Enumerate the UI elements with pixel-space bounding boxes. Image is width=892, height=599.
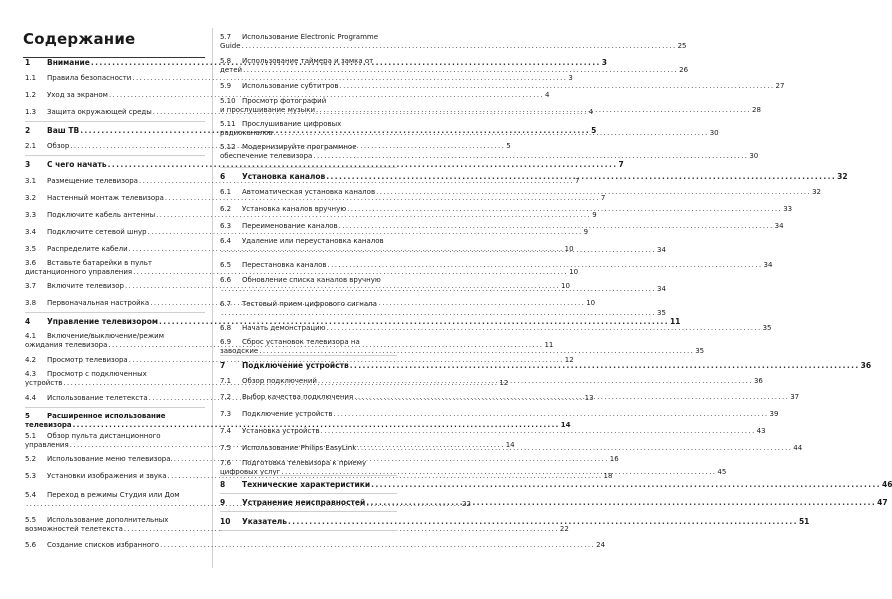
toc-entry[interactable]	[220, 33, 687, 51]
toc-subsection[interactable]	[220, 120, 719, 138]
toc-number: 7.1	[220, 377, 232, 385]
toc-entry[interactable]	[220, 188, 822, 197]
toc-number: 6.4	[220, 237, 232, 245]
section-separator	[220, 530, 397, 531]
toc-number: 5.1	[25, 432, 37, 440]
toc-leader	[321, 427, 756, 436]
toc-number: 6.2	[220, 205, 232, 213]
toc-title: Первоначальная настройка	[47, 299, 150, 307]
toc-title: Начать демонстрацию	[242, 324, 326, 332]
toc-title: Подготовка телевизора к приему	[242, 459, 367, 467]
toc-title: Подключение устройств	[242, 361, 349, 370]
toc-number: 5.10	[220, 97, 236, 105]
toc-title-continued: обеспечение телевизора	[220, 152, 313, 160]
toc-title-continued: управления	[25, 441, 69, 449]
toc-title-line	[220, 97, 397, 106]
toc-title: Подключите кабель антенны	[47, 211, 156, 219]
toc-subsection[interactable]	[220, 222, 784, 231]
toc-title: Устранение неисправностей	[242, 498, 366, 507]
toc-page: 27	[775, 82, 785, 90]
toc-number: 5.8	[220, 57, 232, 65]
toc-section[interactable]	[25, 317, 681, 326]
toc-leader	[313, 152, 748, 161]
toc-subsection[interactable]	[220, 188, 822, 197]
toc-number: 5.11	[220, 120, 236, 128]
toc-entry[interactable]	[25, 160, 624, 169]
toc-number: 5.2	[25, 455, 37, 463]
toc-page: 30	[709, 129, 719, 137]
toc-page: 34	[774, 222, 784, 230]
toc-title-line	[25, 491, 205, 500]
toc-title: Установка устройств	[242, 427, 320, 435]
toc-number: 6.3	[220, 222, 232, 230]
toc-page: 46	[881, 480, 892, 489]
toc-page: 9	[583, 228, 589, 236]
toc-number: 9	[220, 498, 226, 507]
toc-title-continued: Guide	[220, 42, 241, 50]
section-separator	[25, 155, 205, 156]
toc-title: Включите телевизор	[47, 282, 124, 290]
section-separator	[220, 493, 397, 494]
toc-title-line	[25, 370, 205, 379]
toc-title: Переименование каналов	[242, 222, 338, 230]
toc-section[interactable]	[220, 172, 848, 181]
toc-title: Выбор качества подключения	[242, 393, 354, 401]
toc-subsection[interactable]	[220, 427, 766, 436]
toc-page: 32	[812, 188, 822, 196]
toc-page: 9	[592, 211, 597, 219]
toc-title-line	[220, 300, 397, 309]
toc-title-continued: и прослушивание музыки	[220, 106, 316, 114]
toc-title-line	[220, 66, 689, 75]
toc-page: 36	[860, 361, 872, 370]
toc-page: 28	[752, 106, 761, 114]
toc-page: 33	[783, 205, 793, 213]
toc-subsection[interactable]	[25, 194, 606, 203]
toc-title-line	[220, 152, 759, 161]
toc-title: Установка каналов	[242, 172, 326, 181]
toc-title: Просмотр фотографий	[242, 97, 327, 105]
toc-title-continued: возможностей телетекста	[25, 525, 123, 533]
toc-number: 5.4	[25, 491, 37, 499]
toc-page: 7	[574, 177, 580, 185]
toc-entry[interactable]	[220, 324, 772, 333]
toc-number: 6.5	[220, 261, 232, 269]
toc-page: 35	[657, 309, 666, 317]
toc-entry[interactable]	[220, 480, 892, 489]
toc-page: 30	[749, 152, 759, 160]
toc-title: Просмотр телевизора	[47, 356, 128, 364]
toc-title-continued: дистанционного управления	[25, 268, 133, 276]
toc-number: 6.7	[220, 300, 232, 308]
toc-title-continued: телевизора	[25, 421, 72, 429]
toc-number: 8	[220, 480, 226, 489]
toc-title-continued: детей	[220, 66, 243, 74]
toc-title-line	[220, 338, 397, 347]
toc-number: 5	[25, 412, 30, 420]
toc-title: Подключите сетевой шнур	[47, 228, 147, 236]
toc-entry[interactable]	[25, 194, 606, 203]
toc-entry[interactable]	[25, 74, 573, 83]
toc-title: Использование субтитров	[242, 82, 339, 90]
toc-number: 3.2	[25, 194, 37, 202]
toc-subsection[interactable]	[25, 245, 574, 254]
toc-page: 11	[669, 317, 681, 326]
toc-title-line	[220, 237, 397, 246]
toc-title: Уход за экраном	[47, 91, 108, 99]
toc-subsection[interactable]	[220, 261, 773, 270]
toc-page: 51	[798, 517, 810, 526]
toc-section[interactable]	[220, 361, 872, 370]
toc-title: Защита окружающей среды	[47, 108, 152, 116]
toc-number: 7.4	[220, 427, 232, 435]
toc-title: Обзор пульта дистанционного	[47, 432, 161, 440]
toc-entry[interactable]	[220, 517, 810, 526]
toc-title: Прослушивание цифровых	[242, 120, 342, 128]
toc-subsection[interactable]	[25, 541, 606, 550]
toc-page: 24	[596, 541, 606, 549]
toc-page: 4	[544, 91, 550, 99]
toc-leader	[221, 285, 656, 294]
toc-number: 5.7	[220, 33, 232, 41]
toc-title: Использование телетекста	[47, 394, 148, 402]
toc-title: Включение/выключение/режим	[47, 332, 164, 340]
toc-entry[interactable]	[220, 427, 766, 436]
toc-title: Настенный монтаж телевизора	[47, 194, 164, 202]
toc-leader	[327, 324, 762, 333]
toc-number: 5.12	[220, 143, 236, 151]
section-separator	[25, 407, 205, 408]
toc-leader	[340, 82, 775, 91]
toc-leader	[371, 480, 881, 489]
section-separator	[220, 511, 397, 512]
toc-title-line	[25, 525, 569, 534]
toc-leader	[339, 222, 774, 231]
toc-page: 3	[568, 74, 573, 82]
section-separator	[220, 167, 397, 168]
toc-title-line	[220, 309, 666, 318]
toc-title: Технические характеристики	[242, 480, 371, 489]
toc-entry[interactable]	[25, 211, 597, 220]
toc-title: Указатель	[242, 517, 288, 526]
toc-number: 6.1	[220, 188, 232, 196]
toc-section[interactable]	[220, 517, 810, 526]
toc-number: 4.2	[25, 356, 37, 364]
toc-page: 14	[505, 441, 515, 449]
toc-entry[interactable]	[220, 261, 773, 270]
toc-title: Использование дополнительных	[47, 516, 169, 524]
toc-entry[interactable]	[220, 120, 719, 138]
toc-number: 1.2	[25, 91, 37, 99]
toc-title-line	[220, 106, 761, 115]
toc-page: 22	[559, 525, 569, 533]
toc-title: С чего начать	[47, 160, 107, 169]
toc-title: Модернизируйте программное	[242, 143, 357, 151]
toc-title-line	[220, 459, 397, 468]
toc-page: 37	[790, 393, 800, 401]
toc-leader	[333, 410, 768, 419]
toc-title: Создание списков избранного	[47, 541, 160, 549]
toc-entry[interactable]	[25, 356, 574, 365]
toc-entry[interactable]	[220, 143, 759, 161]
toc-page: 18	[603, 472, 613, 480]
toc-page: 34	[657, 246, 666, 254]
toc-subsection[interactable]	[220, 57, 689, 75]
toc-title: Подключение устройств	[242, 410, 333, 418]
toc-number: 10	[220, 517, 231, 526]
toc-title-line	[220, 120, 397, 129]
toc-title: Обзор	[47, 142, 70, 150]
toc-entry[interactable]	[220, 361, 872, 370]
toc-leader	[288, 517, 798, 526]
toc-title: Использование меню телевизора.	[47, 455, 173, 463]
toc-page: 36	[753, 377, 763, 385]
toc-title: Использование Philips EasyLink	[242, 444, 357, 452]
toc-page: 7	[600, 194, 606, 202]
toc-number: 4.4	[25, 394, 37, 402]
section-separator	[220, 475, 397, 476]
toc-entry[interactable]	[220, 172, 848, 181]
toc-number: 1.3	[25, 108, 37, 116]
toc-number: 5.3	[25, 472, 37, 480]
toc-subsection[interactable]	[25, 177, 580, 186]
toc-page: 4	[588, 108, 594, 116]
toc-title: Вставьте батарейки в пульт	[47, 259, 152, 267]
toc-title-line	[220, 143, 397, 152]
toc-number: 5.5	[25, 516, 37, 524]
toc-leader	[243, 66, 678, 75]
toc-subsection[interactable]	[220, 97, 761, 115]
toc-title: Управление телевизором	[47, 317, 159, 326]
toc-leader	[366, 498, 876, 507]
toc-page: 5	[506, 142, 511, 150]
toc-page: 34	[763, 261, 773, 269]
toc-entry[interactable]	[25, 177, 580, 186]
toc-subsection[interactable]	[25, 228, 589, 237]
toc-entry[interactable]	[25, 228, 589, 237]
toc-number: 5.6	[25, 541, 37, 549]
toc-title: Переход в режимы Студия или Дом	[47, 491, 180, 499]
toc-number: 1.1	[25, 74, 37, 82]
toc-subsection[interactable]	[220, 324, 772, 333]
toc-number: 4	[25, 317, 31, 326]
toc-leader	[376, 188, 811, 197]
toc-subsection[interactable]	[25, 91, 550, 100]
toc-subsection[interactable]	[220, 33, 687, 51]
toc-subsection[interactable]	[220, 410, 779, 419]
toc-number: 6.9	[220, 338, 232, 346]
toc-leader	[318, 377, 753, 386]
toc-title-line	[220, 33, 397, 42]
toc-number: 7.6	[220, 459, 232, 467]
section-separator	[220, 355, 397, 356]
toc-leader	[326, 172, 836, 181]
toc-title: Автоматическая установка каналов	[242, 188, 376, 196]
toc-entry[interactable]	[220, 97, 761, 115]
toc-page: 12	[564, 356, 574, 364]
toc-entry[interactable]	[25, 317, 681, 326]
toc-title: Просмотр с подключенных	[47, 370, 147, 378]
toc-leader	[160, 541, 595, 550]
toc-number: 3.6	[25, 259, 37, 267]
toc-section[interactable]	[220, 480, 892, 489]
toc-number: 5.9	[220, 82, 232, 90]
toc-page: 11	[544, 341, 554, 349]
toc-title: Установки изображения и звука	[47, 472, 167, 480]
toc-entry[interactable]	[220, 222, 784, 231]
toc-number: 2.1	[25, 142, 37, 150]
toc-leader	[357, 444, 792, 453]
toc-title-line	[220, 57, 397, 66]
toc-section[interactable]	[25, 160, 624, 169]
toc-number: 6	[220, 172, 226, 181]
toc-subsection[interactable]	[220, 82, 785, 91]
toc-number: 6.6	[220, 276, 232, 284]
toc-page: 10	[561, 282, 570, 290]
toc-page: 7	[618, 160, 624, 169]
toc-entry[interactable]	[220, 57, 689, 75]
toc-leader	[347, 205, 782, 214]
toc-leader	[221, 246, 656, 255]
toc-title: Размещение телевизора	[47, 177, 138, 185]
toc-page: 26	[679, 66, 689, 74]
toc-title: Расширенное использование	[47, 412, 166, 420]
toc-subsection[interactable]	[25, 356, 574, 365]
toc-title-line	[25, 268, 579, 277]
toc-title-line	[25, 412, 205, 421]
toc-number: 7.3	[220, 410, 232, 418]
toc-title-continued: заводские	[220, 347, 259, 355]
toc-title-line	[25, 516, 205, 525]
toc-number: 3.4	[25, 228, 37, 236]
toc-leader	[316, 106, 751, 115]
toc-entry[interactable]	[25, 282, 570, 291]
toc-page: 10	[569, 268, 579, 276]
toc-page: 34	[657, 285, 666, 293]
toc-entry[interactable]	[25, 541, 606, 550]
toc-title-line	[220, 276, 397, 285]
toc-title-line	[25, 259, 205, 268]
toc-title-continued: радиоканалов	[220, 129, 273, 137]
toc-leader	[328, 261, 763, 270]
toc-title: Обзор подключений	[242, 377, 317, 385]
toc-page: 5	[591, 126, 597, 135]
toc-page: 32	[837, 172, 848, 181]
toc-page: 39	[769, 410, 779, 418]
toc-title-continued: цифровых услуг	[220, 468, 281, 476]
toc-subsection[interactable]	[25, 282, 570, 291]
toc-number: 7.5	[220, 444, 232, 452]
toc-leader	[221, 309, 656, 318]
toc-subsection[interactable]	[25, 74, 573, 83]
toc-entry[interactable]	[220, 82, 785, 91]
toc-number: 3.8	[25, 299, 37, 307]
page-title: Содержание	[23, 30, 136, 48]
section-separator	[25, 312, 205, 313]
toc-title: Обновление списка каналов вручную	[242, 276, 381, 284]
toc-title: Удаление или переустановка каналов	[242, 237, 384, 245]
toc-title: Сброс установок телевизора на	[242, 338, 360, 346]
toc-number: 2	[25, 126, 31, 135]
toc-title: Правила безопасности	[47, 74, 132, 82]
toc-page: 13	[584, 394, 594, 402]
toc-number: 3.7	[25, 282, 37, 290]
toc-title: Распределите кабели	[47, 245, 128, 253]
toc-page: 25	[677, 42, 687, 50]
toc-number: 3.5	[25, 245, 37, 253]
toc-subsection[interactable]	[25, 211, 597, 220]
section-separator	[25, 121, 205, 122]
toc-subsection[interactable]	[220, 205, 793, 214]
toc-title-line	[220, 42, 687, 51]
toc-number: 7	[220, 361, 226, 370]
toc-entry[interactable]	[25, 91, 550, 100]
toc-page: 35	[762, 324, 772, 332]
toc-page: 45	[717, 468, 727, 476]
toc-number: 3	[25, 160, 31, 169]
toc-number: 6.8	[220, 324, 232, 332]
toc-title: Установка каналов вручную	[242, 205, 347, 213]
toc-entry[interactable]	[220, 205, 793, 214]
toc-page: 22	[462, 500, 471, 508]
toc-title: Ваш ТВ	[47, 126, 80, 135]
toc-number: 4.3	[25, 370, 37, 378]
toc-subsection[interactable]	[220, 143, 759, 161]
toc-page: 10	[586, 299, 596, 307]
toc-title-line	[220, 129, 719, 138]
toc-title: Перестановка каналов	[242, 261, 327, 269]
toc-title: Внимание	[47, 58, 90, 67]
toc-title-line	[25, 432, 205, 441]
toc-entry[interactable]	[220, 410, 779, 419]
toc-page: 16	[609, 455, 619, 463]
toc-title-continued: ожидания телевизора	[25, 341, 108, 349]
toc-page: 44	[793, 444, 803, 452]
toc-number: 1	[25, 58, 31, 67]
toc-title-continued: устройств	[25, 379, 63, 387]
toc-page: 43	[756, 427, 766, 435]
toc-title-line	[25, 421, 571, 430]
toc-page: 35	[695, 347, 705, 355]
toc-title: Тестовый прием цифрового сигнала	[242, 300, 377, 308]
toc-leader	[274, 129, 709, 138]
toc-page: 10	[564, 245, 574, 253]
toc-leader	[350, 361, 860, 370]
toc-number: 3.1	[25, 177, 37, 185]
toc-number: 7.2	[220, 393, 232, 401]
toc-title: Использование таймера и замка от	[242, 57, 374, 65]
toc-leader	[242, 42, 677, 51]
toc-number: 4.1	[25, 332, 37, 340]
toc-page: 12	[499, 379, 509, 387]
toc-leader	[354, 393, 789, 402]
toc-title: Использование Electronic Programme	[242, 33, 379, 41]
toc-title-line	[25, 332, 205, 341]
toc-page: 14	[560, 421, 571, 429]
toc-entry[interactable]	[25, 245, 574, 254]
toc-page: 3	[601, 58, 607, 67]
toc-page: 47	[877, 498, 888, 507]
toc-number: 3.3	[25, 211, 37, 219]
